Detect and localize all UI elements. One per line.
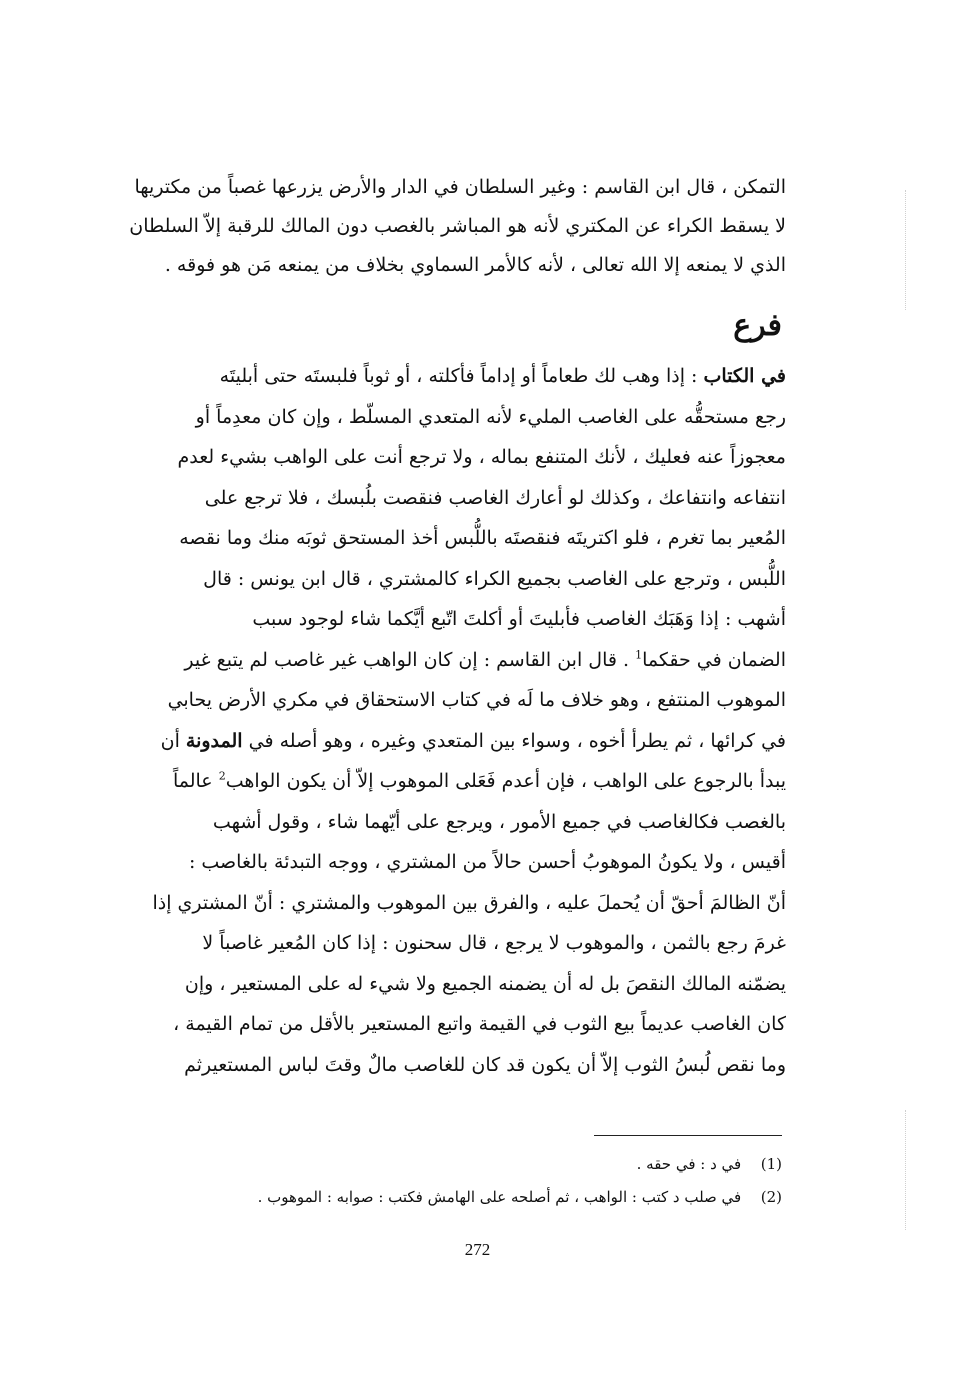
text-line: بالغصب فكالغاصب في جميع الأمور ، ويرجع على أيّهما شاء ، وقول أشهب xyxy=(212,810,786,833)
scan-edge-mark xyxy=(905,190,906,310)
footnote-number: (1) xyxy=(760,1155,782,1173)
text-line: المُعير بما تغرم ، فلو اكتريتَه فنقصتَه باللُّبس أخذ المستحق ثوبَه منك وما نقصه xyxy=(179,527,786,549)
text-line xyxy=(118,356,786,397)
text-line xyxy=(118,721,786,762)
footnote-divider xyxy=(594,1135,782,1136)
text-line: غرمَ رجع بالثمن ، والموهوب لا يرجع ، قال سحنون : إذا كان المُعير غاصباً لا xyxy=(202,932,786,954)
text-line: التمكن ، قال ابن القاسم : وغير السلطان في الدار والأرض يزرعها غصباً من مكتريها xyxy=(134,176,786,198)
text-line: وما نقص لُبسُ الثوب إلاّ أن يكون قد كان للغاصب مالٌ وقتَ لباس المستعيرثم xyxy=(184,1053,786,1076)
footnote-item xyxy=(162,1181,782,1214)
text-line: أقيس ، ولا يكونُ الموهوبُ أحسن حالاً من المشتري ، ووجه التبدئة بالغاصب : xyxy=(188,851,786,873)
text-run: أن xyxy=(160,729,186,752)
footnote-text: في د : في حقه . xyxy=(636,1155,742,1173)
text-line xyxy=(118,640,786,681)
text-run: في كرائها ، ثم يطرأ أخوه ، وسواء بين المتعدي وغيره ، وهو أصله في xyxy=(242,729,786,752)
footnote-ref-2[interactable]: 2 xyxy=(218,769,226,783)
footnote-item xyxy=(162,1148,782,1181)
text-line: أشهب : إذا وَهَبَك الغاصب فأبليتَ أو أكلتَ اتّبع أيَّكما شاء لوجود سبب xyxy=(252,608,786,630)
footnote-number: (2) xyxy=(760,1188,782,1206)
scan-edge-mark xyxy=(905,1110,906,1230)
text-line: اللُّبس ، وترجع على الغاصب بجميع الكراء كالمشتري ، قال ابن يونس : قال xyxy=(203,567,786,590)
text-run: عالماً xyxy=(172,770,219,792)
source-title: في الكتاب xyxy=(703,365,786,387)
main-paragraph xyxy=(118,356,786,1085)
source-title: المدونة xyxy=(185,729,243,752)
footnotes xyxy=(162,1148,782,1214)
text-run: : إذا وهب لك طعاماً أو إداماً فأكلته ، أو ثوباً فلبستَه حتى أبليتَه xyxy=(219,365,704,387)
text-run: الضمان في حقكما xyxy=(642,648,786,671)
footnote-text: في صلب د كتب : الواهب ، ثم أصلحه على الهامش فكتب : صوابه : الموهوب . xyxy=(257,1188,742,1206)
text-run: . قال ابن القاسم : إن كان الواهب غير غاصب لم يتبع غير xyxy=(184,648,636,671)
text-line: لا يسقط الكراء عن المكتري لأنه هو المباشر بالغصب دون المالك للرقبة إلاّ السلطان xyxy=(129,215,786,237)
text-line xyxy=(118,761,786,802)
footnote-ref-1[interactable]: 1 xyxy=(635,648,643,662)
text-line: الذي لا يمنعه إلا الله تعالى ، لأنه كالأمر السماوي بخلاف من يمنعه مَن هو فوقه . xyxy=(164,254,786,276)
text-line: كان الغاصب عديماً بيع الثوب في القيمة واتبع المستعير بالأقل من تمام القيمة ، xyxy=(173,1013,786,1035)
text-line: الموهوب المنتفع ، وهو خلاف ما لَه في كتاب الاستحقاق في مكري الأرض يحابي xyxy=(167,689,786,711)
page-number: 272 xyxy=(464,1240,491,1259)
text-line: معجوزاً عنه فعليك ، لأنك المتنفع بماله ، ولا ترجع أنت على الواهب بشيء لعدم xyxy=(177,446,786,468)
text-line: انتفاعه وانتفاعك ، وكذلك لو أعارك الغاصب فنقصت بلُبسك ، فلا ترجع على xyxy=(204,486,786,509)
top-paragraph xyxy=(118,168,786,285)
text-line: رجع مستحقُّه على الغاصب المليء لأنه المتعدي المسلّط ، وإن كان معدِماً أو xyxy=(195,405,786,428)
section-heading: فرع xyxy=(733,308,782,343)
text-run: يبدأ بالرجوع على الواهب ، فإن أعدم فَعَلى الموهوب إلاّ أن يكون الواهب xyxy=(225,770,786,792)
text-line: أنّ الظالمَ أحقّ أن يُحملَ عليه ، والفرق بين الموهوب والمشتري : أنّ المشتري إذا xyxy=(152,891,786,914)
text-line: يضمّنه المالك النقصَ بل له أن يضمنه الجميع ولا شيء له على المستعير ، وإن xyxy=(184,972,786,995)
